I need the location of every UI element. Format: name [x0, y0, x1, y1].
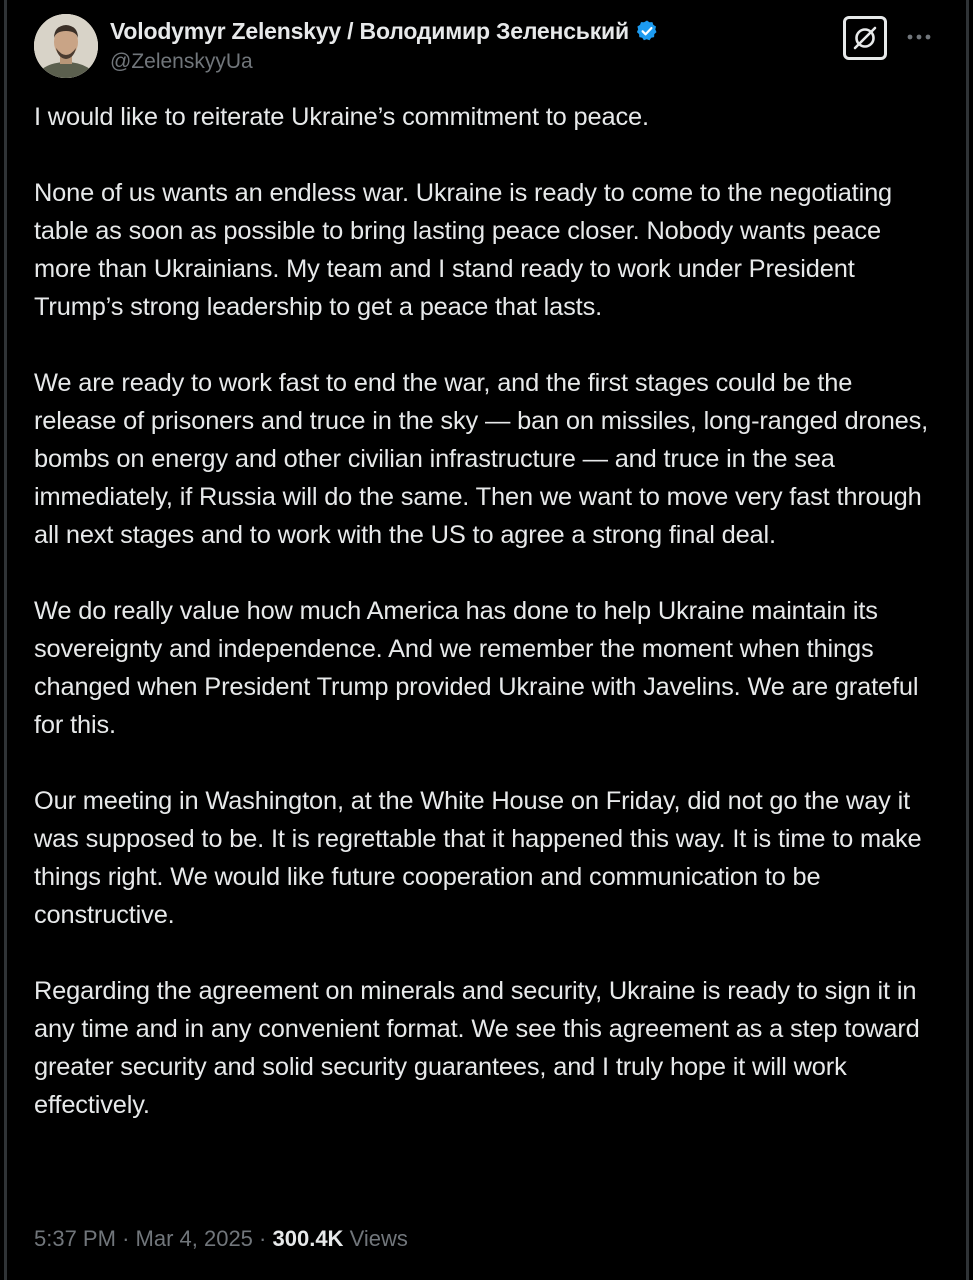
display-name[interactable]: Volodymyr Zelenskyy / Володимир Зеленський [110, 17, 629, 44]
tweet-paragraph: I would like to reiterate Ukraine’s commitment to peace. [34, 103, 649, 131]
more-options-icon [906, 33, 932, 41]
tweet [34, 14, 939, 78]
avatar-image [34, 14, 98, 78]
tweet-text [34, 98, 939, 1124]
avatar[interactable] [34, 14, 98, 78]
views-label: Views [349, 1226, 408, 1251]
author-names [110, 16, 659, 74]
display-name-row [110, 16, 659, 46]
more-options-button[interactable] [899, 22, 939, 52]
timeline-right-border [966, 0, 969, 1280]
meta-separator: · [259, 1226, 267, 1251]
timeline-left-border [4, 0, 7, 1280]
tweet-paragraph: Regarding the agreement on minerals and security, Ukraine is ready to sign it in any time and in any convenient format. We see this agreement as a step toward greater security and solid security guarantees, and I truly hope it will work effectively. [34, 977, 920, 1119]
verified-badge-icon[interactable] [635, 19, 659, 43]
tweet-paragraph: Our meeting in Washington, at the White House on Friday, did not go the way it was supposed to be. It is regrettable that it happened this way. It is time to make things right. We would like future cooperation and communication to be constructive. [34, 787, 922, 929]
grok-button[interactable] [843, 16, 887, 60]
tweet-paragraph: None of us wants an endless war. Ukraine is ready to come to the negotiating table as soon as possible to bring lasting peace closer. Nobody wants peace more than Ukrainians. My team and I stand ready to work under President Trump’s strong leadership to get a peace that lasts. [34, 179, 893, 321]
tweet-paragraph: We are ready to work fast to end the war, and the first stages could be the release of prisoners and truce in the sky — ban on missiles, long-ranged drones, bombs on energy and other civilian infrastructure — and truce in the sea immediately, if Russia will do the same. Then we want to move very fast through all next stages and to work with the US to agree a strong final deal. [34, 369, 929, 549]
meta-separator: · [122, 1226, 130, 1251]
tweet-time[interactable]: 5:37 PM [34, 1226, 116, 1251]
views-count[interactable]: 300.4K [272, 1226, 344, 1251]
grok-icon [852, 25, 878, 51]
tweet-paragraph: We do really value how much America has done to help Ukraine maintain its sovereignty and independence. And we remember the moment when things changed when President Trump provided Ukraine with Javelins. We are grateful for this. [34, 597, 919, 739]
tweet-header [34, 14, 939, 78]
tweet-date[interactable]: Mar 4, 2025 [135, 1226, 253, 1251]
author-handle[interactable]: @ZelenskyyUa [110, 50, 253, 73]
tweet-metadata [34, 1226, 408, 1252]
